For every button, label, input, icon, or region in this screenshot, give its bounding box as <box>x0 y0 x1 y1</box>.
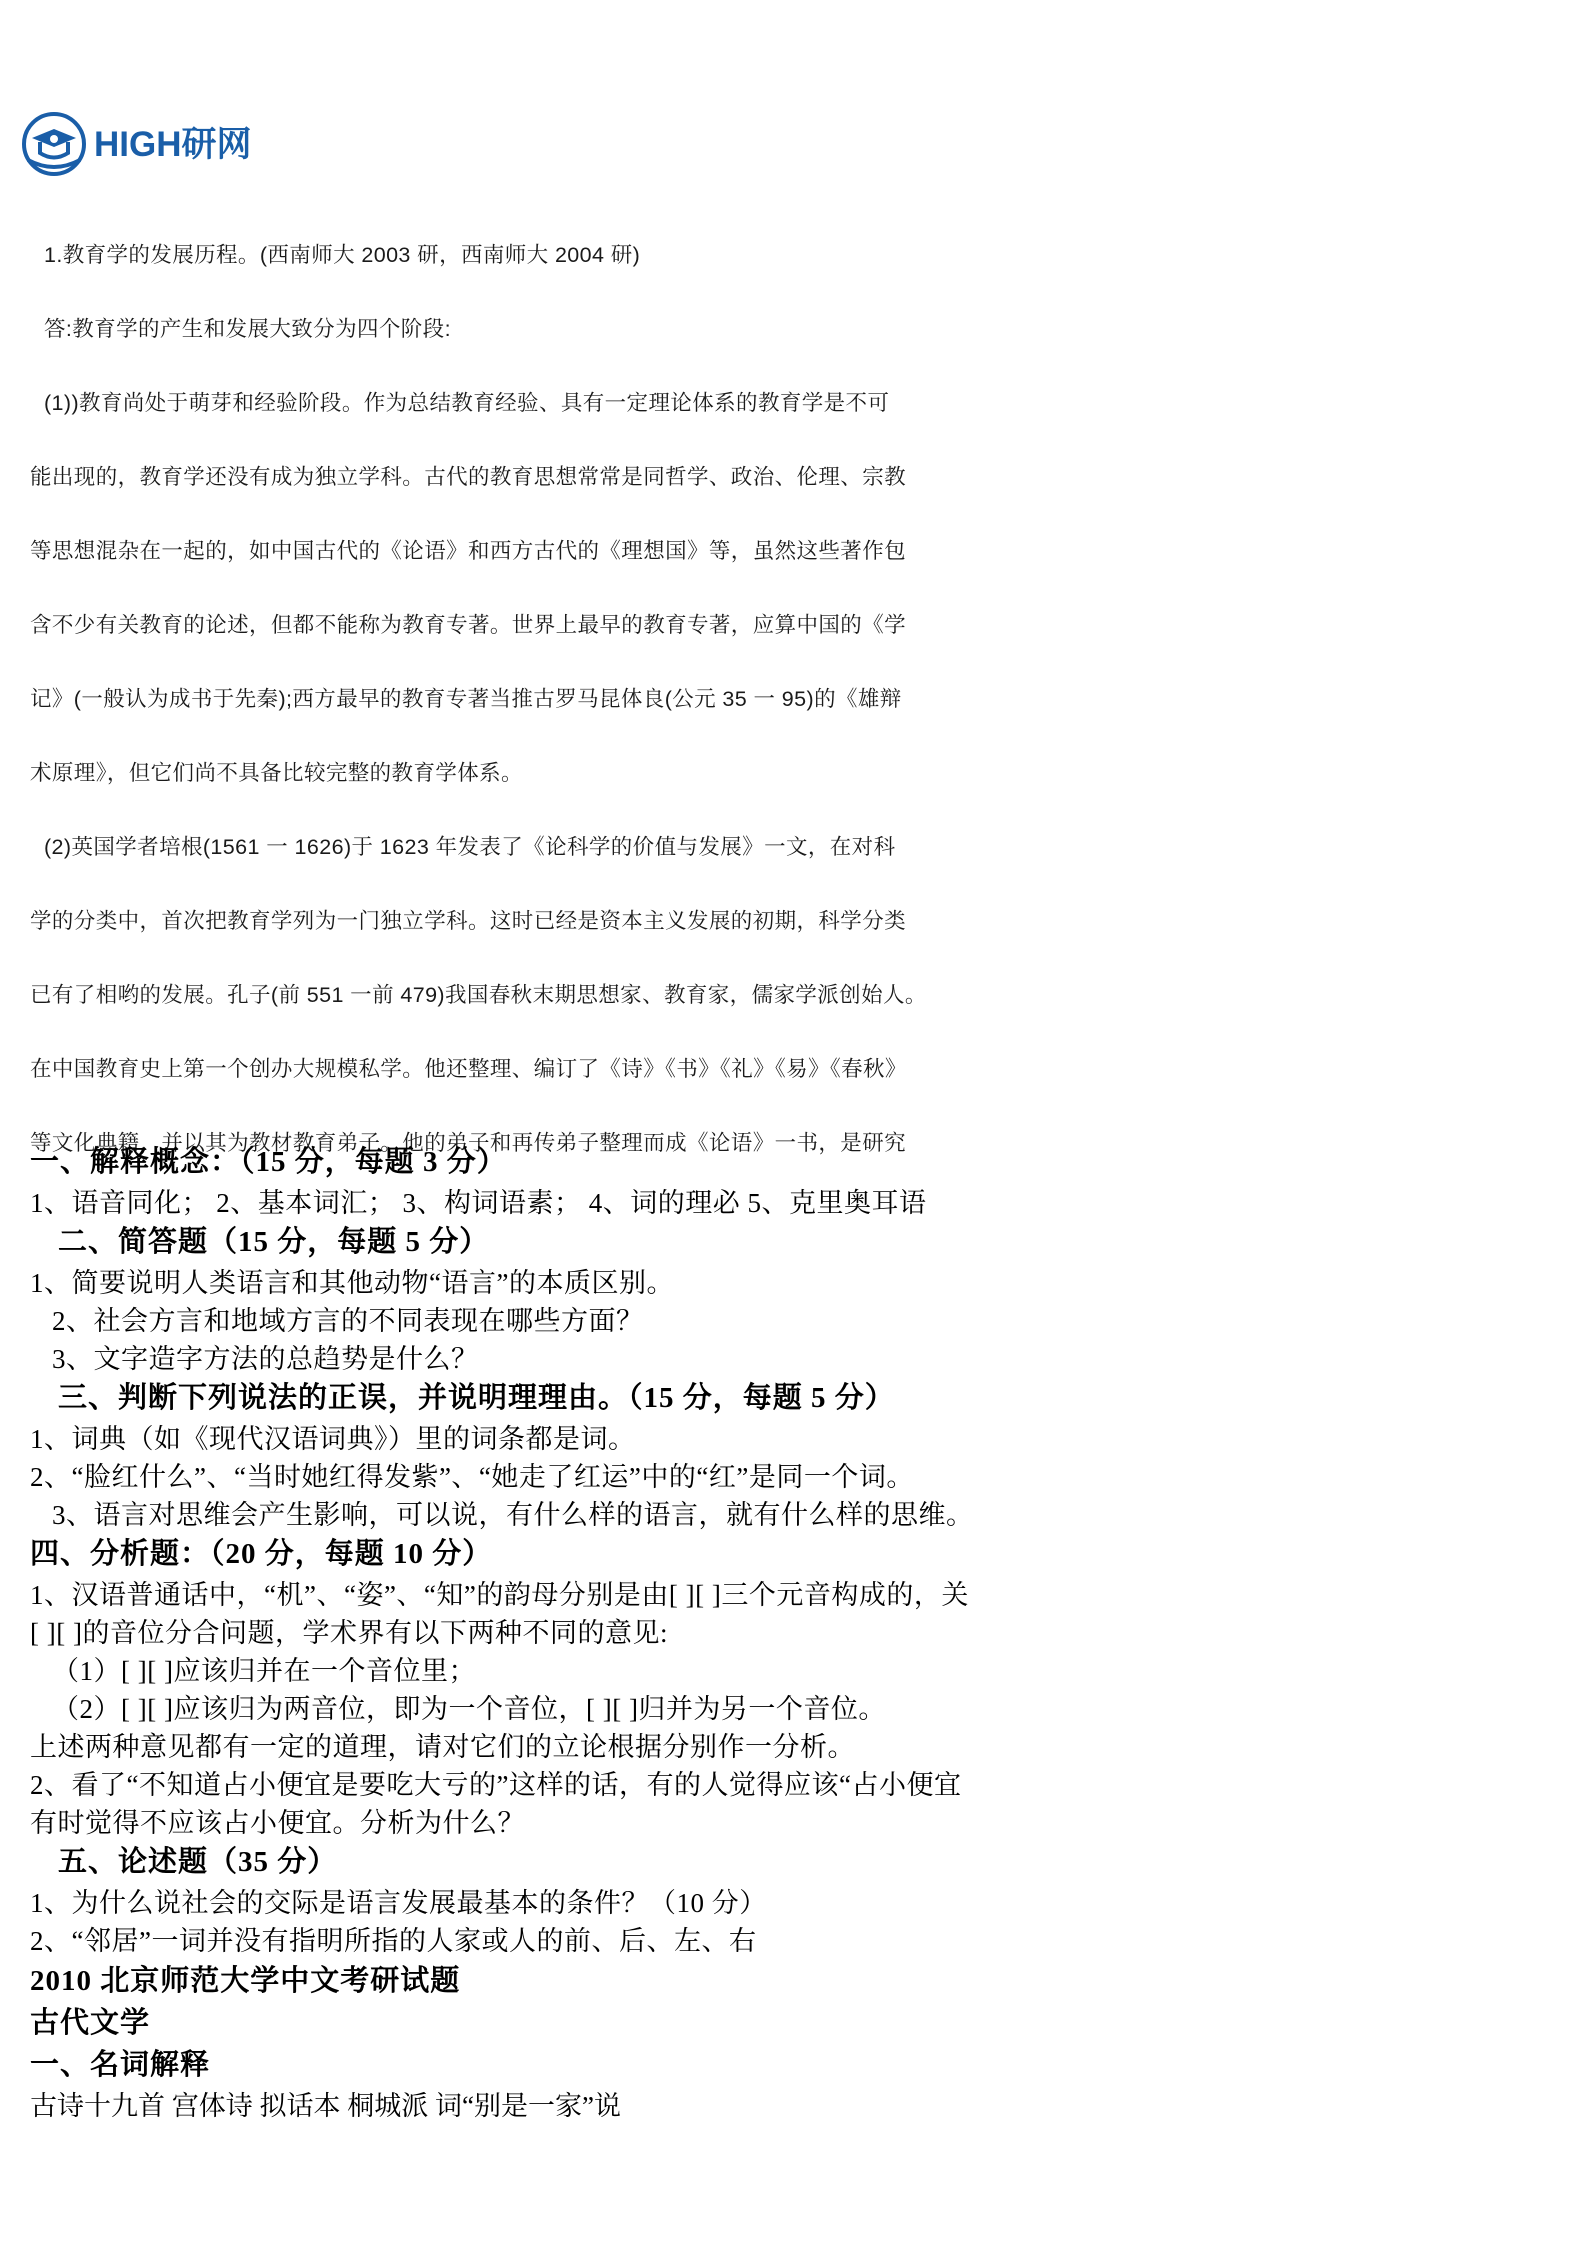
paragraph: (1))教育尚处于萌芽和经验阶段。作为总结教育经验、具有一定理论体系的教育学是不可 <box>44 391 890 415</box>
paragraph: (2)英国学者培根(1561 一 1626)于 1623 年发表了《论科学的价值与发展》一文，在对科 <box>44 835 896 859</box>
question-line: 3、文字造字方法的总趋势是什么？ <box>52 1344 479 1374</box>
exam-section <box>30 1142 1560 2126</box>
graduation-cap-badge-icon <box>22 112 86 176</box>
logo-text-cn: 研网 <box>181 124 252 164</box>
exam-subject: 古代文学 <box>30 2007 151 2039</box>
paragraph: 含不少有关教育的论述，但都不能称为教育专著。世界上最早的教育专著，应算中国的《学 <box>30 613 907 637</box>
question-line: （2）[ ][ ]应该归为两音位，即为一个音位，[ ][ ]归并为另一个音位。 <box>52 1694 886 1724</box>
question-line: 2、社会方言和地域方言的不同表现在哪些方面？ <box>52 1306 644 1336</box>
paragraph: 在中国教育史上第一个创办大规模私学。他还整理、编订了《诗》《书》《礼》《易》《春秋》 <box>30 1057 907 1081</box>
section-heading-1: 一、解释概念：（15 分，每题 3 分） <box>30 1146 507 1178</box>
question-line: 2、“脸红什么”、“当时她红得发紫”、“她走了红运”中的“红”是同一个词。 <box>30 1462 914 1492</box>
site-logo <box>22 112 252 176</box>
section-heading-3: 三、判断下列说法的正误，并说明理理由。（15 分，每题 5 分） <box>58 1382 895 1414</box>
exam-paper-title: 2010 北京师范大学中文考研试题 <box>30 1965 461 1997</box>
question-line: 1、语音同化； 2、基本词汇； 3、构词语素； 4、词的理必 5、克里奥耳语 <box>30 1188 927 1218</box>
paragraph: 能出现的，教育学还没有成为独立学科。古代的教育思想常常是同哲学、政治、伦理、宗教 <box>30 465 907 489</box>
paragraph: 等思想混杂在一起的，如中国古代的《论语》和西方古代的《理想国》等，虽然这些著作包 <box>30 539 907 563</box>
paragraph: 等文化典籍，并以其为教材教育弟子。他的弟子和再传弟子整理而成《论语》一书，是研究 <box>30 1131 907 1155</box>
question-line: 1、词典（如《现代汉语词典》）里的词条都是词。 <box>30 1424 636 1454</box>
section-heading-5: 五、论述题（35 分） <box>58 1846 338 1878</box>
paragraph: 学的分类中，首次把教育学列为一门独立学科。这时已经是资本主义发展的初期，科学分类 <box>30 909 907 933</box>
paragraph: 记》(一般认为成书于先秦);西方最早的教育专著当推古罗马昆体良(公元 35 一 95)的《雄辩 <box>30 687 902 711</box>
paragraph: 答:教育学的产生和发展大致分为四个阶段: <box>44 317 451 341</box>
exam-footer-section-heading: 一、名词解释 <box>30 2049 211 2081</box>
question-line: 1、为什么说社会的交际是语言发展最基本的条件？（10 分） <box>30 1888 767 1918</box>
question-line: 1、简要说明人类语言和其他动物“语言”的本质区别。 <box>30 1268 674 1298</box>
question-line: [ ][ ]的音位分合问题，学术界有以下两种不同的意见: <box>30 1618 668 1648</box>
question-line: 1、汉语普通话中，“机”、“姿”、“知”的韵母分别是由[ ][ ]三个元音构成的，关 <box>30 1580 969 1610</box>
paragraph: 1.教育学的发展历程。(西南师大 2003 研，西南师大 2004 研) <box>44 243 641 267</box>
question-line: 2、看了“不知道占小便宜是要吃大亏的”这样的话，有的人觉得应该“占小便宜 <box>30 1770 962 1800</box>
question-line: 2、“邻居”一词并没有指明所指的人家或人的前、后、左、右 <box>30 1926 757 1956</box>
section-heading-4: 四、分析题：（20 分，每题 10 分） <box>30 1538 493 1570</box>
section-heading-2: 二、简答题（15 分，每题 5 分） <box>58 1226 490 1258</box>
document-body <box>30 218 1560 1180</box>
question-line: 有时觉得不应该占小便宜。分析为什么？ <box>30 1808 525 1838</box>
exam-terms-line: 古诗十九首 宫体诗 拟话本 桐城派 词“别是一家”说 <box>30 2091 621 2121</box>
question-line: （1）[ ][ ]应该归并在一个音位里； <box>52 1656 476 1686</box>
logo-text-high: HIGH <box>94 124 182 164</box>
logo-wordmark <box>94 124 252 164</box>
question-line: 上述两种意见都有一定的道理，请对它们的立论根据分别作一分析。 <box>30 1732 855 1762</box>
paragraph: 术原理》，但它们尚不具备比较完整的教育学体系。 <box>30 761 523 785</box>
paragraph: 已有了相哟的发展。孔子(前 551 一前 479)我国春秋末期思想家、教育家，儒家学派创始人。 <box>30 983 927 1007</box>
question-line: 3、语言对思维会产生影响，可以说，有什么样的语言，就有什么样的思维。 <box>52 1500 974 1530</box>
